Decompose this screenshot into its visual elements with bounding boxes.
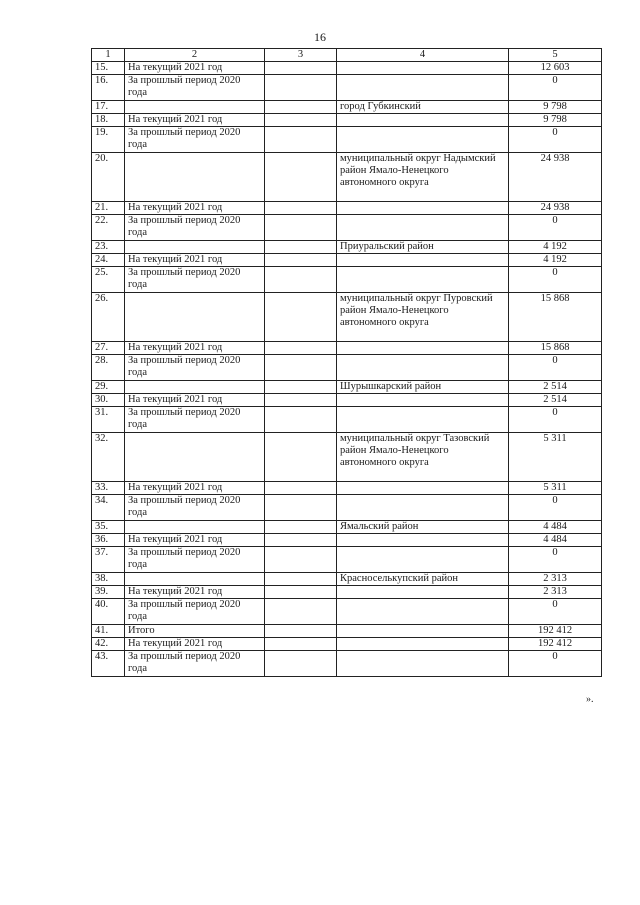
period-cell <box>125 153 265 202</box>
empty-cell <box>265 547 337 573</box>
table-row <box>92 127 602 153</box>
period-cell: За прошлый период 2020 года <box>125 651 265 677</box>
table-row <box>92 254 602 267</box>
period-cell: За прошлый период 2020 года <box>125 127 265 153</box>
empty-cell <box>265 101 337 114</box>
amount-cell: 0 <box>509 215 602 241</box>
row-number-cell: 43. <box>92 651 125 677</box>
empty-cell <box>265 394 337 407</box>
region-cell <box>337 75 509 101</box>
region-cell: Красноселькупский район <box>337 573 509 586</box>
period-cell: На текущий 2021 год <box>125 482 265 495</box>
allocation-table <box>91 48 602 677</box>
amount-cell: 2 313 <box>509 586 602 599</box>
header-cell-3: 3 <box>265 49 337 62</box>
empty-cell <box>265 127 337 153</box>
row-number-cell: 23. <box>92 241 125 254</box>
region-cell <box>337 586 509 599</box>
row-number-cell: 19. <box>92 127 125 153</box>
table-row <box>92 651 602 677</box>
table-row <box>92 534 602 547</box>
empty-cell <box>265 521 337 534</box>
amount-cell: 4 192 <box>509 254 602 267</box>
row-number-cell: 26. <box>92 293 125 342</box>
row-number-cell: 27. <box>92 342 125 355</box>
empty-cell <box>265 241 337 254</box>
amount-cell: 24 938 <box>509 202 602 215</box>
amount-cell: 192 412 <box>509 638 602 651</box>
row-number-cell: 20. <box>92 153 125 202</box>
period-cell <box>125 573 265 586</box>
region-cell <box>337 254 509 267</box>
header-cell-2: 2 <box>125 49 265 62</box>
region-cell: муниципальный округ Пуровский район Ямало-Ненецкого автономного округа <box>337 293 509 342</box>
table-row <box>92 215 602 241</box>
row-number-cell: 38. <box>92 573 125 586</box>
amount-cell: 192 412 <box>509 625 602 638</box>
row-number-cell: 18. <box>92 114 125 127</box>
empty-cell <box>265 114 337 127</box>
region-cell: Ямальский район <box>337 521 509 534</box>
row-number-cell: 32. <box>92 433 125 482</box>
period-cell: За прошлый период 2020 года <box>125 599 265 625</box>
table-row <box>92 433 602 482</box>
amount-cell: 15 868 <box>509 293 602 342</box>
empty-cell <box>265 75 337 101</box>
amount-cell: 0 <box>509 547 602 573</box>
row-number-cell: 35. <box>92 521 125 534</box>
row-number-cell: 21. <box>92 202 125 215</box>
row-number-cell: 33. <box>92 482 125 495</box>
header-cell-1: 1 <box>92 49 125 62</box>
closing-quote-mark: ». <box>586 694 594 705</box>
region-cell <box>337 534 509 547</box>
row-number-cell: 28. <box>92 355 125 381</box>
region-cell <box>337 215 509 241</box>
table-row <box>92 355 602 381</box>
period-cell: За прошлый период 2020 года <box>125 495 265 521</box>
empty-cell <box>265 638 337 651</box>
row-number-cell: 41. <box>92 625 125 638</box>
empty-cell <box>265 293 337 342</box>
empty-cell <box>265 495 337 521</box>
row-number-cell: 15. <box>92 62 125 75</box>
table-row <box>92 267 602 293</box>
amount-cell: 2 313 <box>509 573 602 586</box>
row-number-cell: 31. <box>92 407 125 433</box>
header-cell-5: 5 <box>509 49 602 62</box>
region-cell <box>337 599 509 625</box>
table-row <box>92 394 602 407</box>
empty-cell <box>265 433 337 482</box>
table-row <box>92 381 602 394</box>
row-number-cell: 29. <box>92 381 125 394</box>
amount-cell: 0 <box>509 75 602 101</box>
period-cell <box>125 293 265 342</box>
period-cell <box>125 381 265 394</box>
table-row <box>92 495 602 521</box>
period-cell <box>125 433 265 482</box>
page-number: 16 <box>314 30 326 44</box>
row-number-cell: 37. <box>92 547 125 573</box>
table-row <box>92 114 602 127</box>
period-cell: За прошлый период 2020 года <box>125 407 265 433</box>
empty-cell <box>265 254 337 267</box>
row-number-cell: 30. <box>92 394 125 407</box>
region-cell <box>337 355 509 381</box>
table-row <box>92 625 602 638</box>
table-row <box>92 407 602 433</box>
amount-cell: 0 <box>509 355 602 381</box>
table-body <box>92 49 602 677</box>
row-number-cell: 25. <box>92 267 125 293</box>
table-row <box>92 547 602 573</box>
empty-cell <box>265 482 337 495</box>
row-number-cell: 22. <box>92 215 125 241</box>
region-cell <box>337 651 509 677</box>
empty-cell <box>265 381 337 394</box>
row-number-cell: 17. <box>92 101 125 114</box>
empty-cell <box>265 534 337 547</box>
table-row <box>92 202 602 215</box>
region-cell <box>337 267 509 293</box>
table-row <box>92 101 602 114</box>
empty-cell <box>265 586 337 599</box>
region-cell: муниципальный округ Надымский район Ямало-Ненецкого автономного округа <box>337 153 509 202</box>
period-cell: На текущий 2021 год <box>125 202 265 215</box>
table-row <box>92 599 602 625</box>
region-cell <box>337 625 509 638</box>
table-row <box>92 573 602 586</box>
region-cell <box>337 127 509 153</box>
period-cell: На текущий 2021 год <box>125 114 265 127</box>
empty-cell <box>265 202 337 215</box>
row-number-cell: 40. <box>92 599 125 625</box>
region-cell: муниципальный округ Тазовский район Ямало-Ненецкого автономного округа <box>337 433 509 482</box>
period-cell <box>125 521 265 534</box>
period-cell: На текущий 2021 год <box>125 62 265 75</box>
row-number-cell: 39. <box>92 586 125 599</box>
amount-cell: 5 311 <box>509 482 602 495</box>
header-row <box>92 49 602 62</box>
region-cell <box>337 407 509 433</box>
amount-cell: 2 514 <box>509 381 602 394</box>
region-cell <box>337 547 509 573</box>
period-cell <box>125 241 265 254</box>
amount-cell: 2 514 <box>509 394 602 407</box>
period-cell: За прошлый период 2020 года <box>125 267 265 293</box>
period-cell: За прошлый период 2020 года <box>125 355 265 381</box>
empty-cell <box>265 573 337 586</box>
period-cell <box>125 101 265 114</box>
amount-cell: 4 484 <box>509 521 602 534</box>
empty-cell <box>265 625 337 638</box>
region-cell <box>337 638 509 651</box>
period-cell: Итого <box>125 625 265 638</box>
amount-cell: 9 798 <box>509 101 602 114</box>
empty-cell <box>265 342 337 355</box>
table-row <box>92 293 602 342</box>
empty-cell <box>265 651 337 677</box>
empty-cell <box>265 153 337 202</box>
amount-cell: 9 798 <box>509 114 602 127</box>
table-row <box>92 241 602 254</box>
period-cell: На текущий 2021 год <box>125 586 265 599</box>
amount-cell: 5 311 <box>509 433 602 482</box>
period-cell: На текущий 2021 год <box>125 254 265 267</box>
region-cell: город Губкинский <box>337 101 509 114</box>
empty-cell <box>265 599 337 625</box>
region-cell <box>337 394 509 407</box>
row-number-cell: 42. <box>92 638 125 651</box>
period-cell: За прошлый период 2020 года <box>125 75 265 101</box>
table-row <box>92 342 602 355</box>
region-cell: Приуральский район <box>337 241 509 254</box>
table-row <box>92 521 602 534</box>
table-row <box>92 586 602 599</box>
period-cell: На текущий 2021 год <box>125 342 265 355</box>
region-cell <box>337 495 509 521</box>
header-cell-4: 4 <box>337 49 509 62</box>
region-cell <box>337 482 509 495</box>
amount-cell: 0 <box>509 495 602 521</box>
empty-cell <box>265 215 337 241</box>
region-cell <box>337 202 509 215</box>
amount-cell: 15 868 <box>509 342 602 355</box>
empty-cell <box>265 407 337 433</box>
amount-cell: 0 <box>509 599 602 625</box>
region-cell: Шурышкарский район <box>337 381 509 394</box>
period-cell: За прошлый период 2020 года <box>125 547 265 573</box>
period-cell: На текущий 2021 год <box>125 394 265 407</box>
amount-cell: 4 484 <box>509 534 602 547</box>
amount-cell: 0 <box>509 407 602 433</box>
amount-cell: 12 603 <box>509 62 602 75</box>
period-cell: На текущий 2021 год <box>125 534 265 547</box>
amount-cell: 24 938 <box>509 153 602 202</box>
row-number-cell: 36. <box>92 534 125 547</box>
empty-cell <box>265 267 337 293</box>
empty-cell <box>265 62 337 75</box>
period-cell: На текущий 2021 год <box>125 638 265 651</box>
table-row <box>92 153 602 202</box>
row-number-cell: 16. <box>92 75 125 101</box>
table-row <box>92 482 602 495</box>
empty-cell <box>265 355 337 381</box>
region-cell <box>337 114 509 127</box>
amount-cell: 0 <box>509 127 602 153</box>
table-row <box>92 62 602 75</box>
period-cell: За прошлый период 2020 года <box>125 215 265 241</box>
table-row <box>92 75 602 101</box>
row-number-cell: 24. <box>92 254 125 267</box>
amount-cell: 0 <box>509 651 602 677</box>
row-number-cell: 34. <box>92 495 125 521</box>
region-cell <box>337 342 509 355</box>
table-row <box>92 638 602 651</box>
region-cell <box>337 62 509 75</box>
amount-cell: 0 <box>509 267 602 293</box>
amount-cell: 4 192 <box>509 241 602 254</box>
